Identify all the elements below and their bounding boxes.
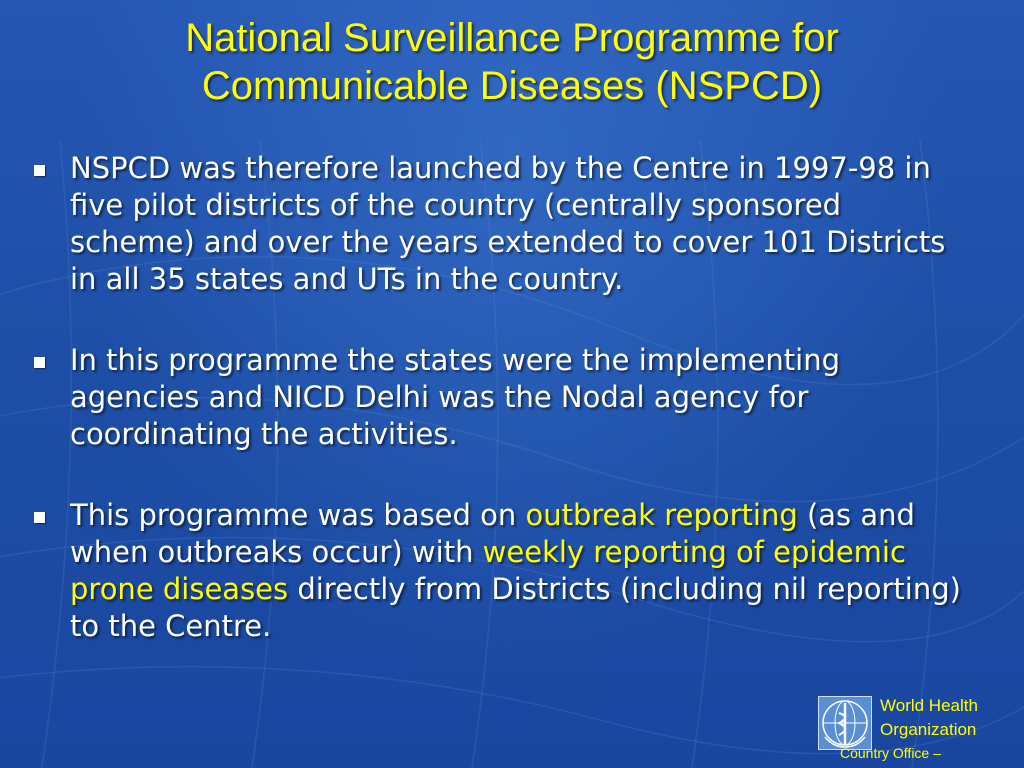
who-footer bbox=[818, 694, 1024, 768]
who-organization-name bbox=[880, 694, 978, 742]
title-line-2: Communicable Diseases (NSPCD) bbox=[201, 64, 823, 108]
square-bullet-icon bbox=[34, 165, 45, 176]
who-name-line-2: Organization bbox=[880, 720, 977, 739]
country-office-label: Country Office – bbox=[840, 745, 941, 761]
who-emblem-icon bbox=[818, 696, 872, 750]
who-name-line-1: World Health bbox=[880, 696, 978, 715]
square-bullet-icon bbox=[34, 512, 45, 523]
square-bullet-icon bbox=[34, 357, 45, 368]
bullet-list bbox=[34, 150, 964, 645]
bullet-text-launch: NSPCD was therefore launched by the Centre in 1997-98 in five pilot districts of the country (centrally sponsored scheme) and over the years extended to cover 101 Districts in all 35 states and UTs in the country. bbox=[70, 151, 946, 296]
bullet-item-launch bbox=[34, 150, 964, 298]
slide-title bbox=[0, 14, 1024, 110]
highlight-outbreak-reporting: outbreak reporting bbox=[525, 498, 798, 532]
bullet-item-agencies bbox=[34, 342, 964, 453]
bullet-text-agencies: In this programme the states were the implementing agencies and NICD Delhi was the Nodal agency for coordinating the activities. bbox=[70, 343, 841, 451]
bullet-item-reporting bbox=[34, 497, 964, 645]
reporting-text-part-1: This programme was based on bbox=[70, 498, 526, 532]
reporting-text-part-3: directly from Districts (including nil reporting) to the Centre. bbox=[70, 572, 961, 643]
bullet-text-reporting bbox=[70, 498, 961, 643]
reporting-text-part-2: (as and when outbreaks occur) with bbox=[70, 498, 915, 569]
highlight-weekly-reporting: weekly reporting of epidemic prone diseases bbox=[70, 535, 906, 606]
title-line-1: National Surveillance Programme for bbox=[185, 16, 839, 60]
